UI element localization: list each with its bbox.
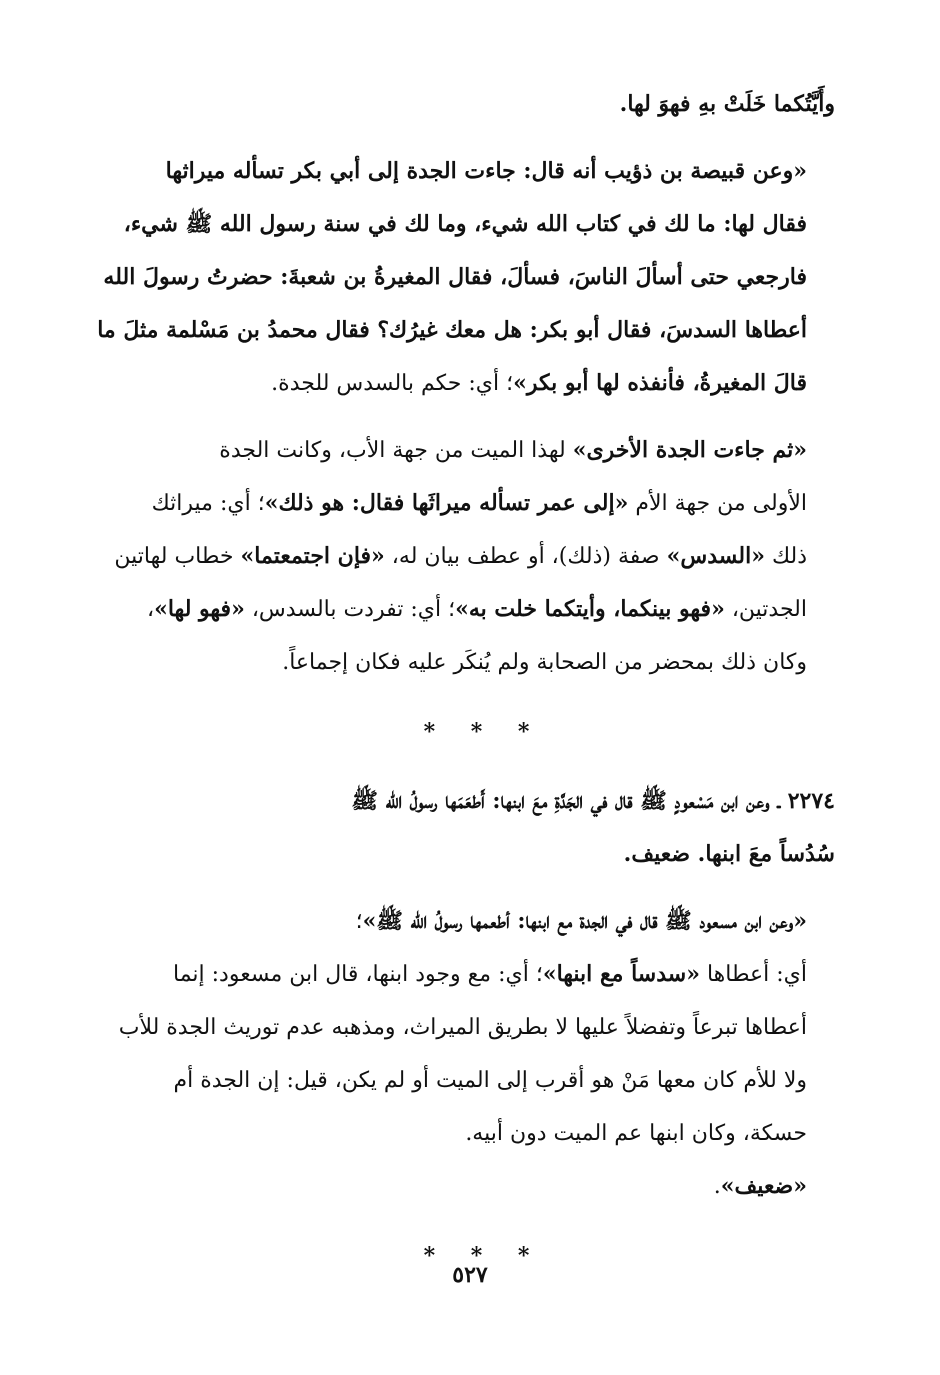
plain-text: .	[713, 1174, 721, 1199]
text-line: أعطاها تبرعاً وتفضلاً عليها لا بطريق الميراث، ومذهبه عدم توريث الجدة للأب	[118, 1015, 807, 1040]
page-number: ٥٢٧	[452, 1262, 488, 1288]
plain-text: الأولى من جهة الأم	[628, 491, 807, 516]
paragraph-grading	[118, 1160, 835, 1213]
text-line	[118, 1160, 835, 1213]
plain-text: ؛ أي: تفردت بالسدس،	[244, 597, 456, 622]
text-line: أعطاها السدسَ، فقال أبو بكر: هل معك غيرُك؟ فقال محمدُ بن مَسْلمة مثلَ ما	[97, 317, 807, 343]
continuation-line	[118, 78, 835, 131]
plain-text: ؛ أي: حكم بالسدس للجدة.	[271, 371, 514, 396]
quoted-text: «سدساً مع ابنها»	[542, 961, 700, 987]
plain-text: ؛ أي: مع وجود ابنها، قال ابن مسعود: إنما	[172, 962, 543, 987]
text-line: «وعن قبيصة بن ذؤيب أنه قال: جاءت الجدة إلى أبي بكر تسأله ميراثها	[165, 158, 807, 184]
text-line	[118, 948, 835, 1001]
paragraph-commentary-3	[118, 895, 835, 1160]
paragraph-commentary-1	[97, 145, 835, 410]
hadith-entry-2274	[118, 775, 835, 881]
plain-text: ذلك	[764, 544, 807, 569]
text-line: وكان ذلك بمحضر من الصحابة ولم يُنكَر عليه فكان إجماعاً.	[282, 650, 807, 675]
text-line: سُدُساً معَ ابنها. ضعيف.	[623, 841, 835, 867]
quoted-text: قالَ المغيرةُ، فأنفذه لها أبو بكر»	[513, 370, 807, 396]
text-line	[118, 424, 835, 477]
quoted-text: «ضعيف»	[720, 1173, 807, 1199]
plain-text: ؛	[355, 909, 363, 934]
quoted-text: «فهو لها»	[154, 596, 245, 622]
plain-text: لهذا الميت من جهة الأب، وكانت الجدة	[219, 438, 573, 463]
text-line	[118, 477, 835, 530]
page-content	[97, 78, 835, 1299]
text-line	[118, 895, 835, 948]
plain-text: خطاب لهاتين	[114, 544, 241, 569]
text-line: ولا للأم كان معها مَنْ هو أقرب إلى الميت أو لم يكن، قيل: إن الجدة أم	[173, 1068, 807, 1093]
section-separator: * * *	[423, 1243, 544, 1269]
quoted-text: «فهو بينكما، وأيتكما خلت به»	[455, 596, 725, 622]
plain-text: صفة (ذلك)، أو عطف بيان له،	[384, 544, 667, 569]
text-line: فارجعي حتى أسألَ الناسَ، فسألَ، فقال المغيرةُ بن شعبةَ: حضرتُ رسولَ الله	[103, 264, 807, 290]
quoted-text: «وعن ابن مسعود ﷺ قال في الجدة مع ابنها: أطعمها رسولُ الله ﷺ»	[362, 908, 807, 934]
text-line: ٢٢٧٤ ـ وعن ابن مَسْعودٍ ﷺ قال في الجَدَّةِ معَ ابنها: أَطعَمَها رسولُ الله ﷺ	[351, 788, 835, 814]
quoted-text: «ثم جاءت الجدة الأخرى»	[572, 437, 807, 463]
paragraph-commentary-2	[114, 424, 835, 689]
text-line	[118, 357, 835, 410]
section-separator: * * *	[423, 719, 544, 745]
quoted-text: «السدس»	[666, 543, 765, 569]
text-line	[118, 583, 835, 636]
plain-text: أي: أعطاها	[699, 962, 807, 987]
quoted-text: «فإن اجتمعتما»	[240, 543, 385, 569]
text-line: حسكة، وكان ابنها عم الميت دون أبيه.	[465, 1121, 807, 1146]
quoted-text: «إلى عمر تسأله ميراثَها فقال: هو ذلك»	[264, 490, 629, 516]
text-line	[114, 530, 835, 583]
plain-text: ؛ أي: ميراثك	[151, 491, 265, 516]
text-line: وأَيَّتُكما خَلَتْ بهِ فهوَ لها.	[619, 91, 835, 117]
plain-text: الجدتين،	[724, 597, 807, 622]
text-line: فقال لها: ما لك في كتاب الله شيء، وما لك في سنة رسول الله ﷺ شيء،	[123, 211, 807, 237]
plain-text: ،	[146, 597, 155, 622]
